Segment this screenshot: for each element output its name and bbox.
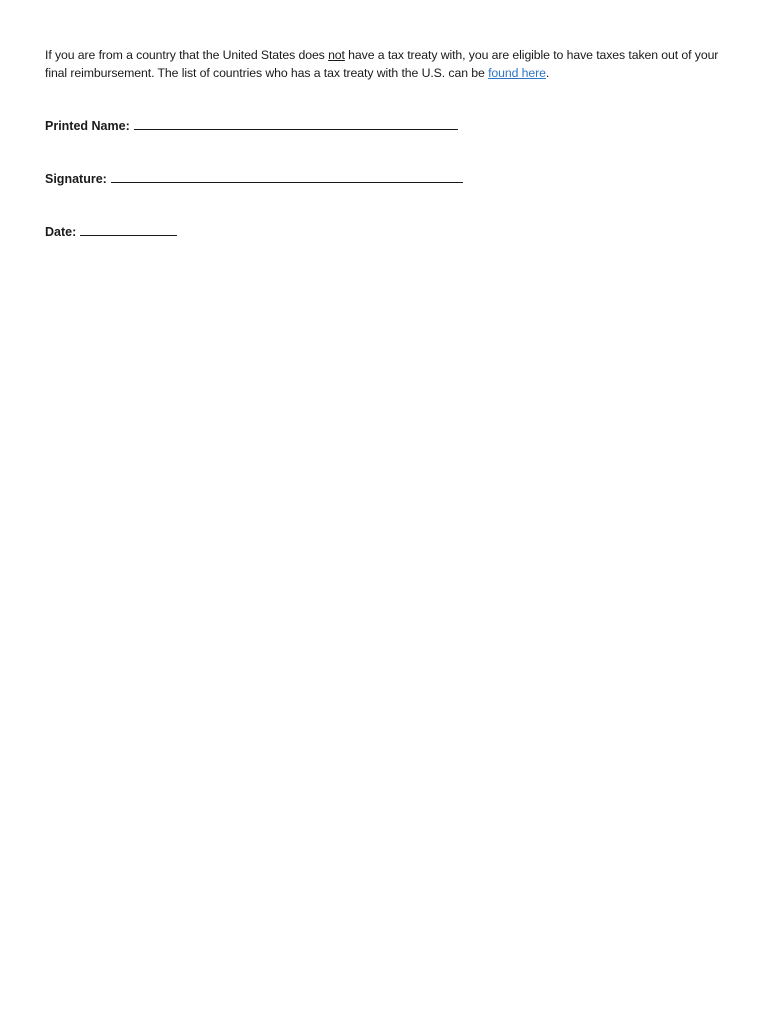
intro-paragraph [45, 46, 735, 82]
printed-name-line[interactable] [134, 117, 458, 130]
printed-name-label: Printed Name: [45, 119, 130, 133]
intro-text-part3: . [545, 66, 550, 80]
date-label: Date: [45, 225, 77, 239]
signature-line[interactable] [111, 170, 463, 183]
signature-field [45, 170, 463, 186]
date-field [45, 223, 177, 239]
printed-name-field [45, 117, 458, 133]
intro-text-part2: have a tax treaty with, you are eligible to have taxes taken out of your final reimbursement. The list of countries who has a tax treaty with the U.S. can be [45, 48, 719, 80]
signature-label: Signature: [45, 172, 107, 186]
intro-text-part1: If you are from a country that the United States does [45, 48, 329, 62]
tax-treaty-link[interactable]: found here [488, 66, 546, 80]
intro-emphasis-not: not [328, 48, 345, 62]
date-line[interactable] [80, 223, 177, 236]
